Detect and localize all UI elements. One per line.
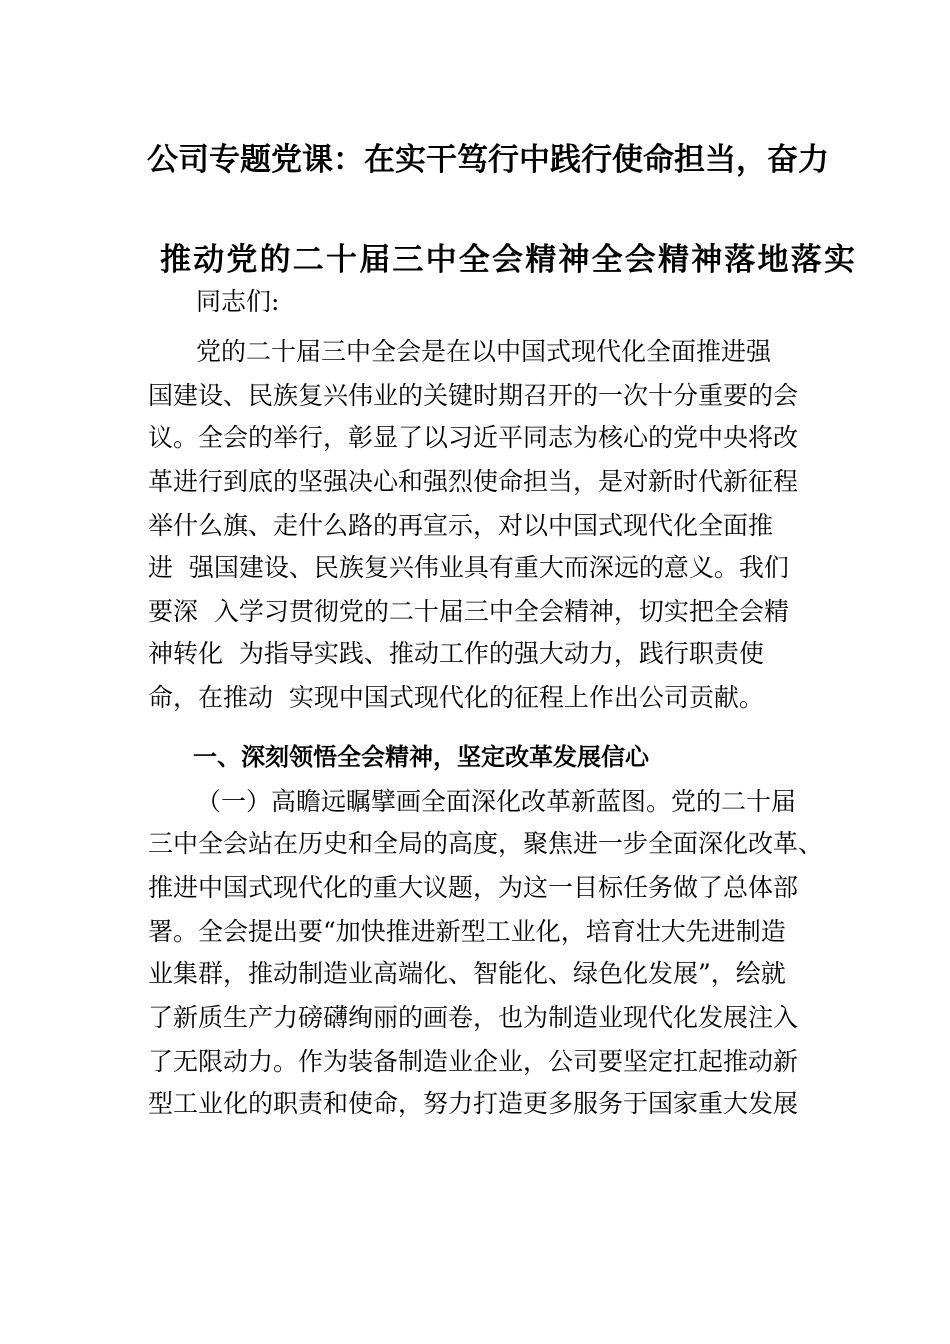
salutation: 同志们: bbox=[196, 287, 280, 316]
section-line: 了无限动力。作为装备制造业企业，公司要坚定扛起推动新 bbox=[148, 1047, 799, 1076]
intro-line: 国建设、民族复兴伟业的关键时期召开的一次十分重要的会 bbox=[148, 381, 799, 410]
document-title-line-1: 公司专题党课：在实干笃行中践行使命担当，奋力 bbox=[147, 142, 829, 178]
section-line: 署。全会提出要“加快推进新型工业化，培育壮大先进制造 bbox=[148, 917, 786, 946]
intro-line: 党的二十届三中全会是在以中国式现代化全面推进强 bbox=[196, 337, 772, 366]
intro-line: 革进行到底的坚强决心和强烈使命担当，是对新时代新征程 bbox=[148, 467, 799, 496]
intro-line: 命，在推动 实现中国式现代化的征程上作出公司贡献。 bbox=[148, 683, 764, 712]
section-line: 推进中国式现代化的重大议题，为这一目标任务做了总体部 bbox=[148, 873, 799, 902]
section-heading: 一、深刻领悟全会精神，坚定改革发展信心 bbox=[193, 743, 649, 771]
intro-line: 要深 入学习贯彻党的二十届三中全会精神，切实把全会精 bbox=[148, 597, 789, 626]
section-line: 三中全会站在历史和全局的高度，聚焦进一步全面深化改革、 bbox=[148, 829, 824, 858]
section-line: 了新质生产力磅礴绚丽的画卷，也为制造业现代化发展注入 bbox=[148, 1003, 799, 1032]
section-line: （一）高瞻远瞩擘画全面深化改革新蓝图。党的二十届 bbox=[196, 787, 797, 816]
section-line: 业集群，推动制造业高端化、智能化、绿色化发展”，绘就 bbox=[148, 959, 786, 988]
intro-line: 神转化 为指导实践、推动工作的强大动力，践行职责使 bbox=[148, 639, 764, 668]
document-title-line-2: 推动党的二十届三中全会精神全会精神落地落实 bbox=[160, 242, 858, 278]
intro-line: 议。全会的举行，彰显了以习近平同志为核心的党中央将改 bbox=[148, 423, 799, 452]
intro-line: 进 强国建设、民族复兴伟业具有重大而深远的意义。我们 bbox=[148, 553, 789, 582]
section-line: 型工业化的职责和使命，努力打造更多服务于国家重大发展 bbox=[148, 1089, 799, 1118]
intro-line: 举什么旗、走什么路的再宣示，对以中国式现代化全面推 bbox=[148, 511, 774, 540]
